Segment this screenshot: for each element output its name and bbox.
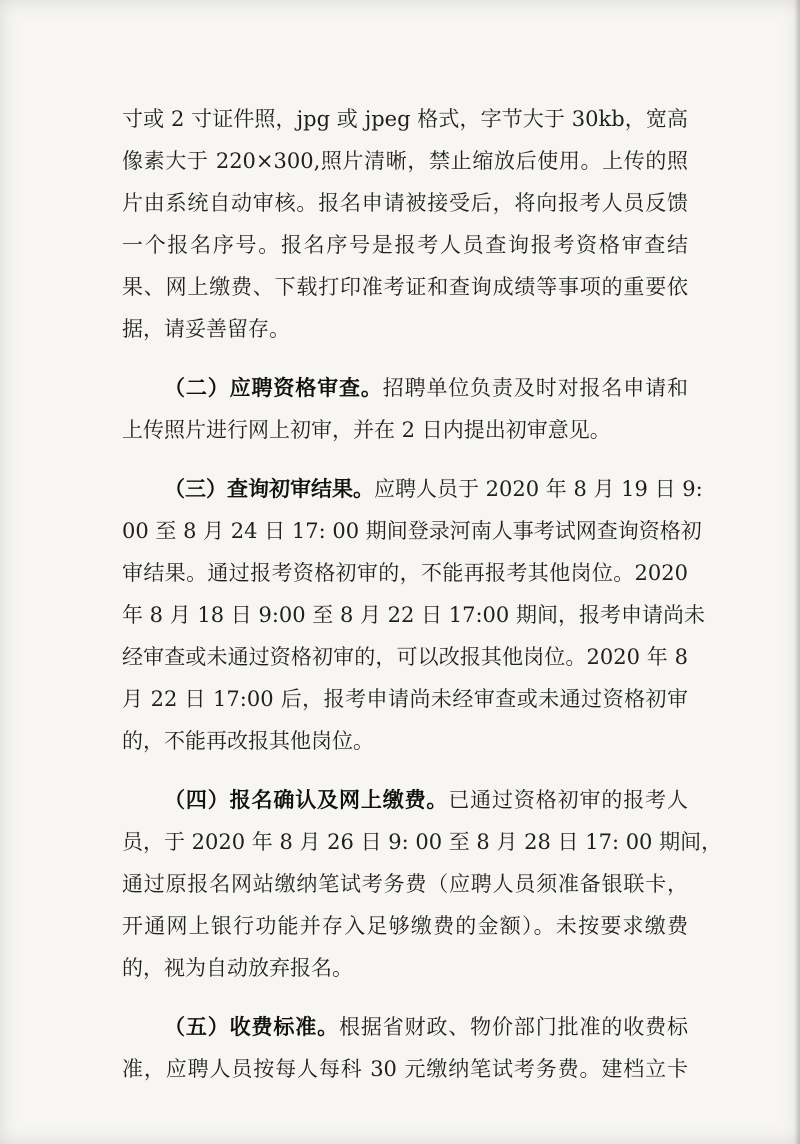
section-heading-2: （二）应聘资格审查。 xyxy=(164,375,383,400)
section-heading-3: （三）查询初审结果。 xyxy=(164,476,374,501)
paragraph-3-line-5: 经审查或未通过资格初审的，可以改报其他岗位。2020 年 8 xyxy=(122,645,688,669)
paragraph-3-line-1-text: 应聘人员于 2020 年 8 月 19 日 9: xyxy=(374,477,703,501)
paragraph-4-line-3: 通过原报名网站缴纳笔试考务费（应聘人员须准备银联卡， xyxy=(122,872,688,896)
section-heading-4: （四）报名确认及网上缴费。 xyxy=(164,787,449,812)
paragraph-1-line-6: 据，请妥善留存。 xyxy=(122,317,290,341)
paragraph-4-line-1 xyxy=(122,779,688,821)
paragraph-4-line-4: 开通网上银行功能并存入足够缴费的金额）。未按要求缴费 xyxy=(122,914,688,938)
paragraph-2-line-2: 上传照片进行网上初审，并在 2 日内提出初审意见。 xyxy=(122,418,611,442)
paragraph-2-line-1-text: 招聘单位负责及时对报名申请和 xyxy=(382,376,689,400)
paragraph-3-line-2: 00 至 8 月 24 日 17: 00 期间登录河南人事考试网查询资格初 xyxy=(122,519,702,543)
paragraph-3-line-7: 的，不能再改报其他岗位。 xyxy=(122,729,374,753)
paragraph-3-line-3: 审结果。通过报考资格初审的，不能再报考其他岗位。2020 xyxy=(122,561,688,585)
paragraph-1-line-4: 一个报名序号。报名序号是报考人员查询报考资格审查结 xyxy=(122,233,688,257)
document-body xyxy=(122,98,723,1090)
paragraph-3-line-1 xyxy=(122,468,703,510)
paragraph-4-line-1-text: 已通过资格初审的报考人 xyxy=(448,788,689,812)
paragraph-5-line-2: 准，应聘人员按每人每科 30 元缴纳笔试考务费。建档立卡 xyxy=(122,1057,688,1081)
paragraph-3-line-4: 年 8 月 18 日 9:00 至 8 月 22 日 17:00 期间，报考申请尚未 xyxy=(122,603,705,627)
paragraph-1-line-3: 片由系统自动审核。报名申请被接受后，将向报考人员反馈 xyxy=(122,191,688,215)
paragraph-3-line-6: 月 22 日 17:00 后，报考申请尚未经审查或未通过资格初审 xyxy=(122,687,688,711)
paragraph-5-line-1 xyxy=(122,1006,688,1048)
paragraph-1-line-5: 果、网上缴费、下载打印准考证和查询成绩等事项的重要依 xyxy=(122,275,688,299)
paragraph-1-line-1: 寸或 2 寸证件照，jpg 或 jpeg 格式，字节大于 30kb，宽高 xyxy=(122,107,688,131)
paragraph-4-line-2: 员，于 2020 年 8 月 26 日 9: 00 至 8 月 28 日 17: 00 期间， xyxy=(122,830,723,854)
paragraph-1-line-2: 像素大于 220×300,照片清晰，禁止缩放后使用。上传的照 xyxy=(122,149,688,173)
paragraph-4-line-5: 的，视为自动放弃报名。 xyxy=(122,956,353,980)
paragraph-5-line-1-text: 根据省财政、物价部门批准的收费标 xyxy=(338,1015,689,1039)
section-heading-5: （五）收费标准。 xyxy=(164,1014,339,1039)
paragraph-2-line-1 xyxy=(122,367,688,409)
